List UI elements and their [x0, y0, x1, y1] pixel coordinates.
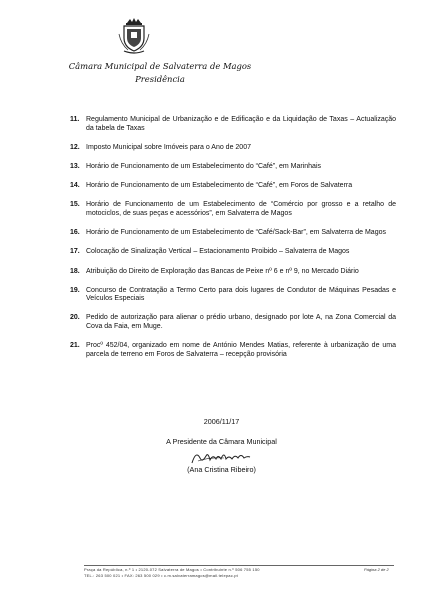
item-number: 17.: [70, 248, 80, 256]
item-number: 18.: [70, 267, 80, 275]
item-text: Atribuição do Direito de Exploração das Bancas de Peixe nº 6 e nº 9, no Mercado Diário: [86, 267, 359, 275]
agenda-item: [70, 342, 396, 359]
department-name: Presidência: [135, 74, 185, 84]
item-text: Procº 452/04, organizado em nome de António Mendes Matias, referente à urbanização de uma parcela de terreno em Foros de Salvaterra – recepção provisória: [86, 342, 396, 358]
item-number: 16.: [70, 229, 80, 237]
signatory-title: A Presidente da Câmara Municipal: [166, 437, 277, 446]
footer-contacts: TEL.: 263 500 021 • FAX: 263 500 029 • c.m.salvaterramagos@mail.telepac.pt: [84, 573, 238, 578]
item-number: 21.: [70, 342, 80, 350]
item-text: Horário de Funcionamento de um Estabelecimento de “Comércio por grosso e a retalho de motociclos, de suas peças e acessórios”, em Salvaterra de Magos: [86, 201, 396, 217]
item-text: Imposto Municipal sobre Imóveis para o Ano de 2007: [86, 143, 251, 151]
item-text: Horário de Funcionamento de um Estabelecimento de “Café”, em Foros de Salvaterra: [86, 182, 353, 190]
item-number: 20.: [70, 314, 80, 322]
agenda-item: [70, 229, 396, 238]
item-number: 13.: [70, 162, 80, 170]
page-number: Página 2 de 2: [364, 567, 389, 572]
item-text: Colocação de Sinalização Vertical – Estacionamento Proibido – Salvaterra de Magos: [86, 248, 350, 256]
agenda-item: [70, 143, 396, 153]
item-text: Pedido de autorização para alienar o prédio urbano, designado por lote A, na Zona Comercial da Cova da Faia, em Muge.: [86, 314, 396, 331]
item-text: Horário de Funcionamento de um Estabelecimento de “Café/Sack-Bar”, em Salvaterra de Magos: [86, 229, 386, 237]
agenda-item: [70, 248, 396, 257]
agenda-item: [70, 201, 396, 218]
item-text: Regulamento Municipal de Urbanização e de Edificação e da Liquidação de Taxas – Actualização da tabela de Taxas: [86, 116, 396, 132]
document-date: 2006/11/17: [203, 417, 240, 426]
agenda-item: [70, 267, 396, 277]
footer-divider: [84, 565, 394, 566]
agenda-item: [70, 182, 396, 191]
item-number: 19.: [70, 286, 80, 294]
municipal-crest-icon: [118, 16, 150, 54]
item-number: 11.: [70, 116, 80, 123]
footer: [84, 567, 394, 579]
agenda-item: [70, 116, 396, 133]
item-text: Concurso de Contratação a Termo Certo para dois lugares de Condutor de Máquinas Pesadas e Veículos Especiais: [86, 286, 396, 303]
agenda-list: [70, 116, 396, 370]
organization-name: Câmara Municipal de Salvaterra de Magos: [68, 61, 252, 71]
item-text: Horário de Funcionamento de um Estabelecimento do “Café”, em Marinhais: [86, 162, 322, 170]
agenda-item: [70, 162, 396, 172]
signatory-name: (Ana Cristina Ribeiro): [187, 465, 256, 474]
item-number: 12.: [70, 143, 80, 151]
footer-address: Praça da República, n.º 1 • 2120-072 Salvaterra de Magos • Contribuinte n.º 506 755 150: [84, 567, 260, 572]
letterhead: [60, 60, 260, 86]
item-number: 14.: [70, 182, 80, 190]
agenda-item: [70, 286, 396, 304]
item-number: 15.: [70, 201, 80, 209]
agenda-item: [70, 314, 396, 331]
